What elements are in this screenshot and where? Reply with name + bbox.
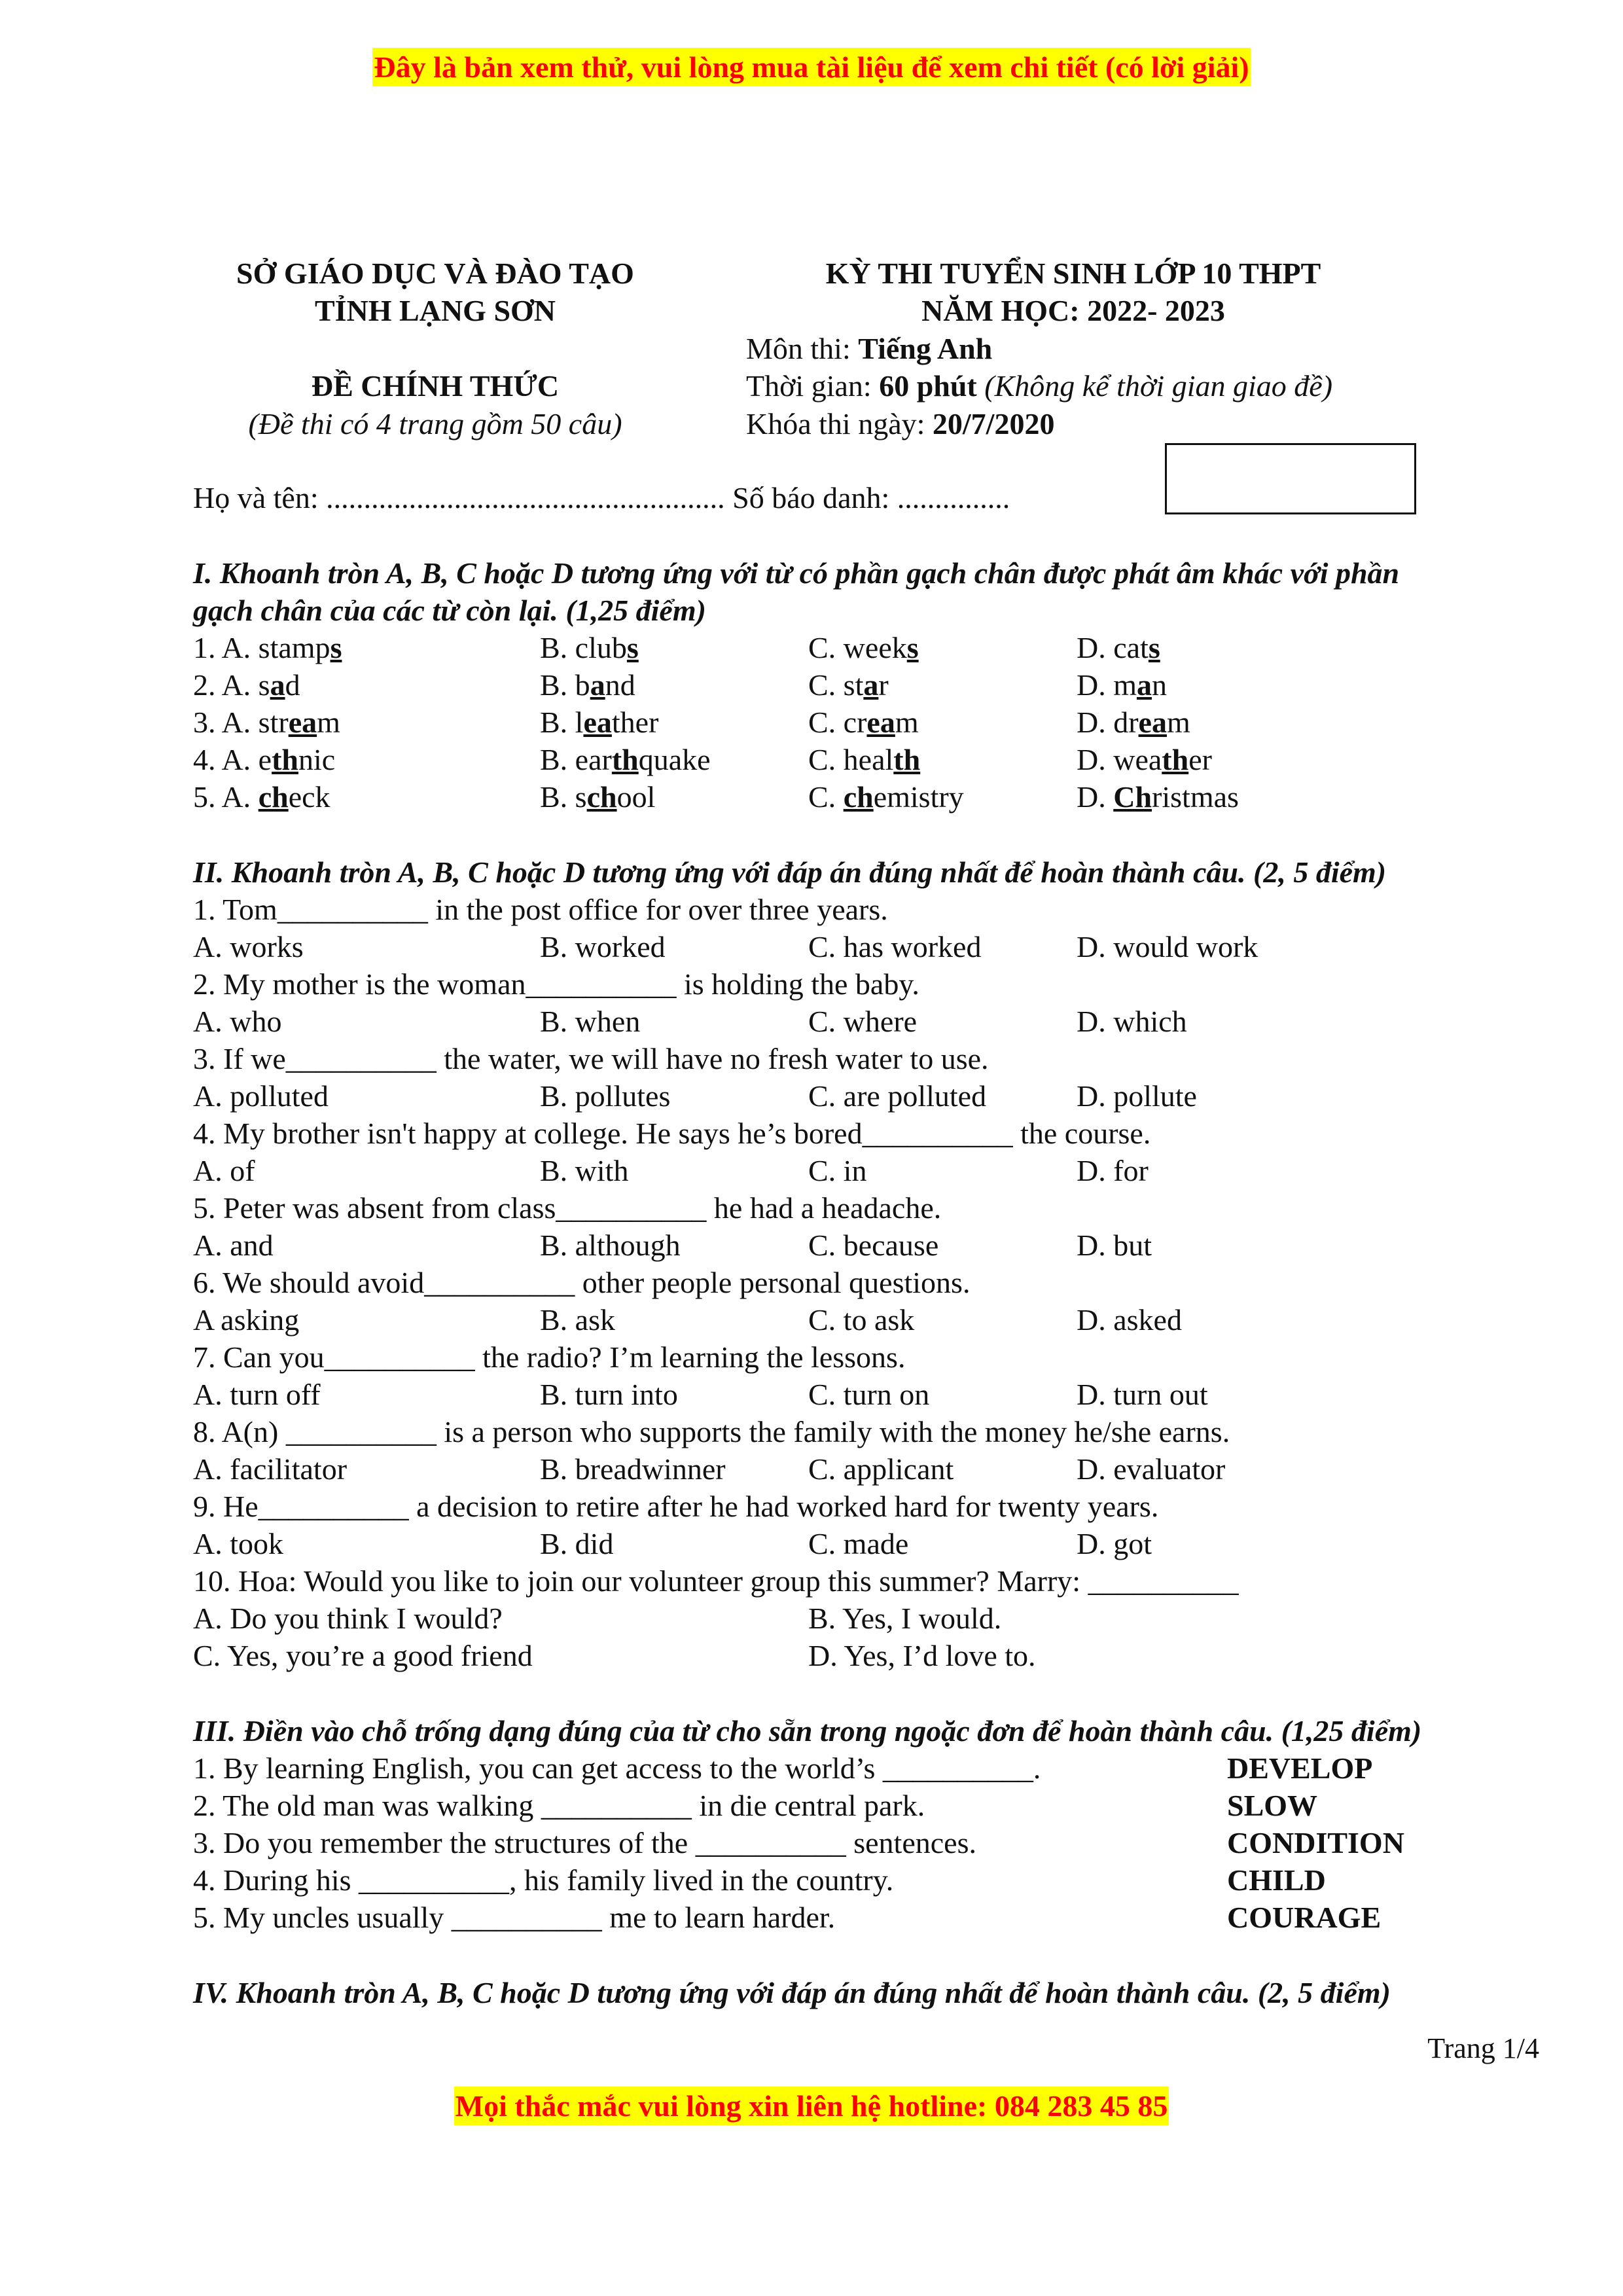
option-b: B. worked xyxy=(540,930,666,963)
option-c: C. has worked xyxy=(808,930,982,963)
option-d: D. pollute xyxy=(1077,1079,1197,1113)
department-name: SỞ GIÁO DỤC VÀ ĐÀO TẠO xyxy=(236,257,634,290)
option-b: B. ask xyxy=(540,1303,615,1336)
option-c: C. made xyxy=(808,1527,909,1560)
option-c: C. are polluted xyxy=(808,1079,987,1113)
option-d: D. weather xyxy=(1077,743,1212,776)
option-a: A. of xyxy=(193,1154,255,1187)
question-10: 10. Hoa: Would you like to join our volunteer group this summer? Marry: __________ xyxy=(193,1564,1239,1598)
word-form-keyword: COURAGE xyxy=(1227,1901,1382,1934)
option-a: A. Do you think I would? xyxy=(193,1602,503,1635)
option-a: 1. A. stamps xyxy=(193,631,342,664)
pron-question-1 xyxy=(193,633,1623,670)
option-a: A. turn off xyxy=(193,1378,321,1411)
option-b: B. clubs xyxy=(540,631,639,664)
section4-title: IV. Khoanh tròn A, B, C hoặc D tương ứng với đáp án đúng nhất để hoàn thành câu. (2, 5 điểm) xyxy=(193,1976,1391,2009)
word-form-1 xyxy=(193,1753,1623,1791)
question-9-options xyxy=(193,1529,1623,1566)
province-name: TỈNH LẠNG SƠN xyxy=(314,294,556,327)
option-c: C. because xyxy=(808,1229,939,1262)
word-form-3 xyxy=(193,1828,1623,1865)
word-form-keyword: DEVELOP xyxy=(1227,1751,1373,1785)
option-d: D. Christmas xyxy=(1077,780,1239,814)
pron-question-3 xyxy=(193,708,1623,745)
pron-question-5 xyxy=(193,782,1623,819)
option-d: D. man xyxy=(1077,668,1167,702)
option-d: D. but xyxy=(1077,1229,1152,1262)
time-line xyxy=(746,371,1332,401)
option-d: D. Yes, I’d love to. xyxy=(808,1639,1036,1672)
word-form-keyword: CHILD xyxy=(1227,1863,1326,1897)
option-a: 4. A. ethnic xyxy=(193,743,336,776)
option-d: D. which xyxy=(1077,1005,1187,1038)
option-c: C. Yes, you’re a good friend xyxy=(193,1639,533,1672)
word-form-sentence: 2. The old man was walking __________ in die central park. xyxy=(193,1789,925,1822)
option-c: C. where xyxy=(808,1005,918,1038)
time-label: Thời gian: xyxy=(746,369,880,403)
subject-label: Môn thi: xyxy=(746,332,859,365)
option-c: C. star xyxy=(808,668,889,702)
question-3-options xyxy=(193,1081,1623,1119)
exam-title: KỲ THI TUYỂN SINH LỚP 10 THPT xyxy=(825,257,1321,290)
option-d: D. for xyxy=(1077,1154,1149,1187)
time-value: 60 phút xyxy=(879,369,977,403)
pron-question-2 xyxy=(193,670,1623,708)
option-b: B. although xyxy=(540,1229,681,1262)
option-c: C. to ask xyxy=(808,1303,915,1336)
word-form-5 xyxy=(193,1903,1623,1940)
option-d: D. got xyxy=(1077,1527,1152,1560)
option-c: C. weeks xyxy=(808,631,919,664)
word-form-sentence: 5. My uncles usually __________ me to learn harder. xyxy=(193,1901,836,1934)
question-2: 2. My mother is the woman__________ is holding the baby. xyxy=(193,967,919,1001)
option-b: B. with xyxy=(540,1154,629,1187)
option-b: B. earthquake xyxy=(540,743,711,776)
word-form-sentence: 3. Do you remember the structures of the __________ sentences. xyxy=(193,1826,976,1859)
option-c: C. turn on xyxy=(808,1378,930,1411)
question-4: 4. My brother isn't happy at college. He says he’s bored__________ the course. xyxy=(193,1117,1151,1150)
date-line xyxy=(746,409,1054,439)
option-b: B. leather xyxy=(540,706,659,739)
question-8-options xyxy=(193,1454,1623,1492)
option-a: A. polluted xyxy=(193,1079,329,1113)
date-value: 20/7/2020 xyxy=(932,407,1055,440)
question-6-options xyxy=(193,1305,1623,1342)
option-b: B. school xyxy=(540,780,656,814)
option-a: 5. A. check xyxy=(193,780,330,814)
date-label: Khóa thi ngày: xyxy=(746,407,933,440)
question-6: 6. We should avoid__________ other people personal questions. xyxy=(193,1266,971,1299)
option-a: 3. A. stream xyxy=(193,706,340,739)
question-8: 8. A(n) __________ is a person who supports the family with the money he/she earns. xyxy=(193,1415,1230,1448)
option-c: C. health xyxy=(808,743,921,776)
preview-banner xyxy=(0,52,1623,82)
section2-title: II. Khoanh tròn A, B, C hoặc D tương ứng với đáp án đúng nhất để hoàn thành câu. (2, 5 điểm) xyxy=(193,855,1387,889)
question-10-options-row2 xyxy=(193,1641,1623,1678)
hotline-banner xyxy=(0,2091,1623,2121)
option-a: 2. A. sad xyxy=(193,668,300,702)
option-b: B. pollutes xyxy=(540,1079,671,1113)
question-9: 9. He__________ a decision to retire after he had worked hard for twenty years. xyxy=(193,1490,1159,1523)
hotline-banner-text: Mọi thắc mắc vui lòng xin liên hệ hotline: 084 283 45 85 xyxy=(454,2087,1169,2125)
question-2-options xyxy=(193,1007,1623,1044)
question-7: 7. Can you__________ the radio? I’m learning the lessons. xyxy=(193,1340,906,1374)
option-d: D. would work xyxy=(1077,930,1258,963)
time-note: (Không kể thời gian giao đề) xyxy=(976,369,1333,403)
option-b: B. band xyxy=(540,668,635,702)
option-d: D. asked xyxy=(1077,1303,1182,1336)
preview-banner-text: Đây là bản xem thử, vui lòng mua tài liệu để xem chi tiết (có lời giải) xyxy=(372,48,1250,86)
option-c: C. applicant xyxy=(808,1452,954,1486)
question-5: 5. Peter was absent from class__________ he had a headache. xyxy=(193,1191,942,1225)
section1-title-line2: gạch chân của các từ còn lại. (1,25 điểm) xyxy=(193,594,706,627)
option-b: B. breadwinner xyxy=(540,1452,726,1486)
option-d: D. cats xyxy=(1077,631,1160,664)
option-b: B. turn into xyxy=(540,1378,678,1411)
option-a: A. who xyxy=(193,1005,282,1038)
score-box xyxy=(1165,443,1416,514)
section1-title-line1: I. Khoanh tròn A, B, C hoặc D tương ứng với từ có phần gạch chân được phát âm khác với phần xyxy=(193,556,1400,590)
word-form-4 xyxy=(193,1865,1623,1903)
option-c: C. in xyxy=(808,1154,867,1187)
question-7-options xyxy=(193,1380,1623,1417)
subject-value: Tiếng Anh xyxy=(858,332,993,365)
word-form-sentence: 1. By learning English, you can get access to the world’s __________. xyxy=(193,1751,1041,1785)
official-label: ĐỀ CHÍNH THỨC xyxy=(311,369,560,403)
school-year: NĂM HỌC: 2022- 2023 xyxy=(921,294,1225,327)
word-form-keyword: SLOW xyxy=(1227,1789,1318,1822)
word-form-sentence: 4. During his __________, his family lived in the country. xyxy=(193,1863,894,1897)
option-c: C. cream xyxy=(808,706,919,739)
question-4-options xyxy=(193,1156,1623,1193)
word-form-keyword: CONDITION xyxy=(1227,1826,1404,1859)
option-b: B. Yes, I would. xyxy=(808,1602,1002,1635)
page-number: Trang 1/4 xyxy=(1427,2032,1539,2064)
option-a: A. and xyxy=(193,1229,274,1262)
section3-title: III. Điền vào chỗ trống dạng đúng của từ cho sẵn trong ngoặc đơn để hoàn thành câu. (1,25 điểm) xyxy=(193,1714,1422,1748)
student-info-line: Họ và tên: ..................................................... Số báo danh: ............... xyxy=(193,481,1010,514)
question-1: 1. Tom__________ in the post office for over three years. xyxy=(193,893,888,926)
option-b: B. did xyxy=(540,1527,614,1560)
option-d: D. evaluator xyxy=(1077,1452,1226,1486)
question-3: 3. If we__________ the water, we will have no fresh water to use. xyxy=(193,1042,989,1075)
question-10-options-row1 xyxy=(193,1604,1623,1641)
option-c: C. chemistry xyxy=(808,780,964,814)
option-a: A. took xyxy=(193,1527,283,1560)
pages-note: (Đề thi có 4 trang gồm 50 câu) xyxy=(248,407,622,440)
option-d: D. dream xyxy=(1077,706,1190,739)
option-a: A. facilitator xyxy=(193,1452,348,1486)
option-a: A. works xyxy=(193,930,304,963)
option-b: B. when xyxy=(540,1005,641,1038)
word-form-2 xyxy=(193,1791,1623,1828)
option-d: D. turn out xyxy=(1077,1378,1208,1411)
pron-question-4 xyxy=(193,745,1623,782)
option-a: A asking xyxy=(193,1303,300,1336)
question-1-options xyxy=(193,932,1623,969)
question-5-options xyxy=(193,1230,1623,1268)
subject-line xyxy=(746,334,992,364)
